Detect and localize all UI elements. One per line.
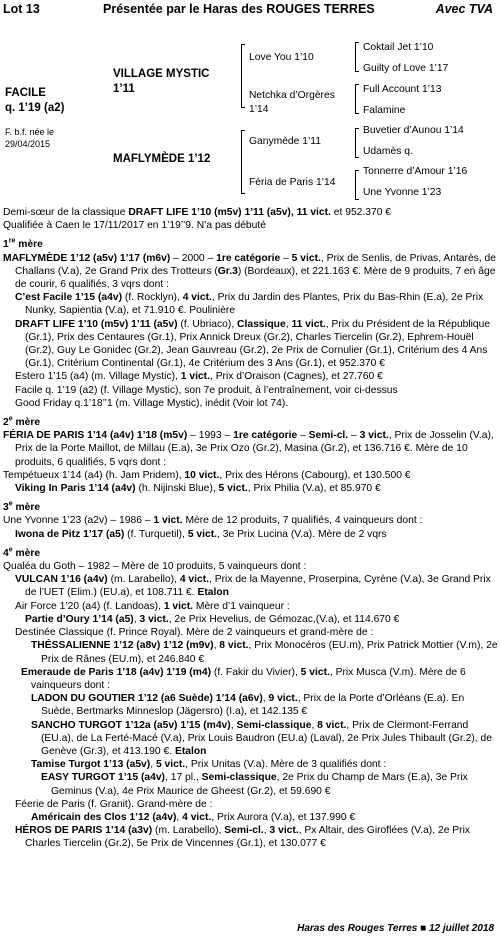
- dam4-produce-13: HÉROS DE PARIS 1’14 (a3v) (m. Larabello), Semi-cl., 3 vict., Px Altair, des Giroflées (V.a), 2e Prix Charles Tiercelin (Gr.2), 5e Prix de Vincennes (Gr.1), et 130.077 €: [15, 825, 471, 850]
- horse-note-1: F. b.f. née le: [5, 127, 55, 137]
- sire-dam-1: Netchka d’Orgères: [249, 90, 335, 101]
- dam1-produce-2: DRAFT LIFE 1’10 (m5v) 1’11 (a5v) (f. Ubriaco), Classique, 11 vict., Prix du Président de la République (Gr.1), Prix des Centaures (Gr.1), Prix Annick Dreux (Gr.2), Charles Tiercelin (Gr.2), Ephrem-Houël (Gr.2), Guy Le Gonidec (Gr.2), Jean Gauvreau (Gr.2), 2e Prix de Cornulier (Gr.1), Critérium des 4 Ans (Gr.1), Critérium Continental (Gr.1), 4e Critérium des 3 Ans (Gr.1), et 952.370 €: [15, 318, 491, 370]
- dam4-produce-6: Emeraude de Paris 1’18 (a4v) 1’19 (m4) (f. Fakir du Vivier), 5 vict., Prix Musca (V.m). Mère de 6 vainqueurs dont :: [21, 666, 466, 691]
- dss: Buvetier d’Aunou 1’14: [363, 125, 464, 136]
- sdd: Falamine: [363, 105, 406, 116]
- sss: Coktail Jet 1’10: [363, 42, 434, 53]
- dam1-produce-3: Estero 1’15 (a4) (m. Village Mystic), 1 vict., Prix d’Oraison (Cagnes), et 27.760 €: [15, 371, 383, 383]
- dam2-record: FÉRIA DE PARIS 1’14 (a4v) 1’18 (m5v) – 1993 – 1re catégorie – Semi-cl. – 3 vict., Prix de Josselin (V.a), Prix de la Porte Maillot, de Millau (E.a), 3e Prix Ozo (Gr.2), Masina (Gr.2), et 136.716 €. Mère de 10 produits, 6 qualifiés, 5 vqrs dont :: [3, 430, 494, 468]
- pedigree-table: [3, 38, 497, 202]
- page-header: [3, 2, 497, 18]
- dam4-produce-9: Tamise Turgot 1’13 (a5v), 5 vict., Prix Unitas (V.a). Mère de 3 qualifiés dont :: [31, 759, 387, 771]
- sire-name: VILLAGE MYSTIC: [113, 68, 210, 80]
- horse-note-2: 29/04/2015: [5, 139, 51, 149]
- lot-number: Lot 13: [3, 2, 40, 16]
- intro-line-2: Qualifiée à Caen le 17/11/2017 en 1’19’’9. N’a pas débuté: [3, 220, 266, 232]
- horse-name: FACILE: [5, 87, 46, 99]
- section-4th-dam: 4e mère: [3, 546, 41, 559]
- page-footer: Haras des Rouges Terres ■ 12 juillet 2018: [297, 923, 494, 934]
- dam4-produce-1: VULCAN 1’16 (a4v) (m. Larabello), 4 vict., Prix de la Mayenne, Proserpina, Cyrène (V.a), 3e Grand Prix de l’UET (Elim.) (EU.a), et 108.711 €. Etalon: [15, 574, 491, 599]
- sire-dam-2: 1’14: [249, 104, 269, 115]
- dam-name: MAFLYMÈDE 1’12: [113, 153, 211, 165]
- dsd: Udamès q.: [363, 146, 413, 157]
- dam-sire: Ganymède 1’11: [249, 136, 321, 147]
- dam4-produce-3: Partie d’Oury 1’14 (a5), 3 vict., 2e Prix Hevelius, de Gémozac,(V.a), et 114.670 €: [25, 613, 400, 625]
- sire-brace: [241, 44, 245, 108]
- dam-brace: [241, 130, 245, 194]
- dam2-produce-2: Viking In Paris 1’14 (a4v) (h. Nijinski Blue), 5 vict., Prix Philia (V.a), et 85.970 €: [15, 483, 381, 495]
- dd-brace: [355, 170, 359, 200]
- dam4-record: Qualéa du Goth – 1982 – Mère de 10 produits, 5 vainqueurs dont :: [3, 561, 307, 573]
- ds-brace: [355, 128, 359, 158]
- sd-brace: [355, 84, 359, 114]
- ssd: Guilty of Love 1’17: [363, 63, 449, 74]
- dam1-produce-4: Facile q. 1’19 (a2) (f. Village Mystic), son 7e produit, à l’entraînement, voir ci-dessus: [15, 384, 398, 396]
- dam4-produce-10: EASY TURGOT 1’15 (a4v), 17 pl., Semi-classique, 2e Prix du Champ de Mars (E.a), 3e Prix Geminus (V.a), 4e Prix Maurice de Gheest (Gr.2), et 59.690 €: [41, 772, 468, 797]
- dam4-produce-8: SANCHO TURGOT 1’12a (a5v) 1’15 (m4v), Semi-classique, 8 vict., Prix de Clermont-Ferrand (EU.a), de La Ferté-Macé (V.a), Prix Louis Baudron (EU.a) (Laval), 2e Prix Jules Thibault (Gr.2), de Genève (Gr.3), et 413.190 €. Etalon: [31, 719, 492, 757]
- ddd: Une Yvonne 1’23: [363, 187, 442, 198]
- tva-note: Avec TVA: [435, 2, 493, 16]
- dam1-produce-5: Good Friday q.1’18’’1 (m. Village Mystic), inédit (Voir lot 74).: [15, 397, 289, 409]
- dds: Tonnerre d’Amour 1’16: [363, 166, 468, 177]
- dam4-produce-2: Air Force 1’20 (a4) (f. Landoas), 1 vict. Mère d’1 vainqueur :: [15, 600, 290, 612]
- dam4-produce-4: Destinée Classique (f. Prince Royal). Mère de 2 vainqueurs et grand-mère de :: [15, 627, 374, 639]
- intro-line-1: Demi-sœur de la classique DRAFT LIFE 1’10 (m5v) 1’11 (a5v), 11 vict. et 952.370 €: [3, 207, 392, 218]
- dam4-produce-7: LADON DU GOUTIER 1’12 (a6 Suède) 1’14 (a6v), 9 vict., Prix de la Porte d’Orléans (E.a). En Suède, Bertmarks Minneslop (Jägersro) (I.a), et 142.135 €: [31, 693, 465, 718]
- section-2nd-dam: 2e mère: [3, 415, 41, 429]
- dam3-record: Une Yvonne 1’23 (a2v) – 1986 – 1 vict. Mère de 12 produits, 7 qualifiés, 4 vainqueurs dont :: [3, 515, 423, 527]
- sire-sire: Love You 1’10: [249, 52, 314, 63]
- dam-dam: Féria de Paris 1’14: [249, 177, 336, 188]
- section-1st-dam: 1re mère: [3, 237, 43, 251]
- catalog-body: [3, 206, 498, 851]
- ss-brace: [355, 42, 359, 72]
- dam4-produce-12: Américain des Clos 1’12 (a4v), 4 vict., Prix Aurora (V.a), et 137.990 €: [31, 811, 356, 823]
- dam4-produce-5: THÉSSALIENNE 1’12 (a8v) 1’12 (m9v), 8 vict., Prix Monocéros (EU.m), Prix Patrick Mottier (V.m), 2e Prix de Rânes (EU.m), et 246.840 €: [31, 640, 498, 665]
- dam4-produce-11: Féerie de Paris (f. Granit). Grand-mère de :: [15, 798, 213, 810]
- section-3rd-dam: 3e mère: [3, 500, 41, 514]
- presenter: Présentée par le Haras des ROUGES TERRES: [103, 2, 375, 16]
- sds: Full Account 1’13: [363, 84, 442, 95]
- dam1-produce-1: C’est Facile 1’15 (a4v) (f. Rocklyn), 4 vict., Prix du Jardin des Plantes, Prix du Bas-Rhin (E.a), 2e Prix Nunky, Sapientia (V.a), et 71.910 €. Poulinière: [15, 292, 484, 317]
- dam2-produce-1: Tempétueux 1’14 (a4) (h. Jam Pridem), 10 vict., Prix des Hérons (Cabourg), et 130.500 €: [3, 469, 411, 481]
- sire-record: 1’11: [113, 83, 135, 95]
- dam3-produce-1: Iwona de Pitz 1’17 (a5) (f. Turquetil), 5 vict., 3e Prix Lucina (V.a). Mère de 2 vqrs: [15, 528, 387, 540]
- dam1-record: MAFLYMÈDE 1’12 (a5v) 1’17 (m6v) – 2000 – 1re catégorie – 5 vict., Prix de Senlis, de Privas, Antarès, de Challans (V.a), 2e Grand Prix des Trotteurs (Gr.3) (Bordeaux), et 221.163 €. Mère de 9 produits, 7 en âge de courir, 6 qualifiés, 3 vqrs dont :: [3, 252, 497, 291]
- horse-sex-year: q. 1’19 (a2): [5, 102, 65, 114]
